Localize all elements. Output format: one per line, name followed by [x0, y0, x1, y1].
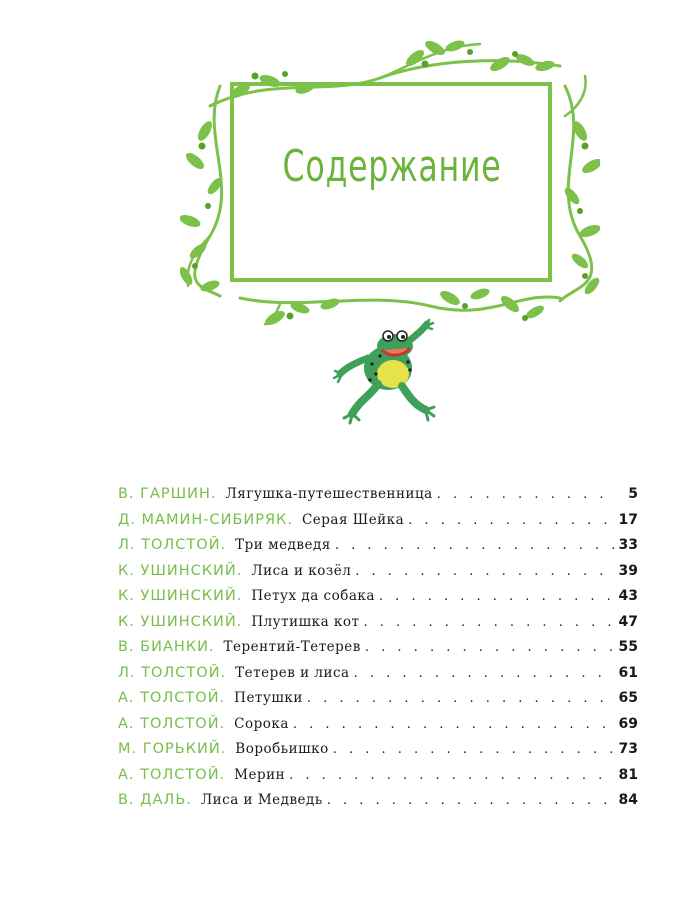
- toc-entry[interactable]: [118, 741, 638, 767]
- toc-leader-dots: [355, 564, 614, 579]
- toc-author: В. ДАЛЬ.: [118, 792, 192, 808]
- toc-leader-dots: [365, 640, 615, 655]
- toc-entry[interactable]: [118, 588, 638, 614]
- toc-author: К. УШИНСКИЙ.: [118, 588, 243, 604]
- toc-leader-dots: [333, 742, 615, 757]
- toc-author: В. ГАРШИН.: [118, 486, 217, 502]
- toc-entry[interactable]: [118, 563, 638, 589]
- toc-title: Лиса и козёл: [251, 562, 352, 579]
- toc-title: Петух да собака: [251, 588, 375, 604]
- toc-title: Лиса и Медведь: [200, 792, 323, 808]
- toc-page-number: 47: [618, 613, 638, 630]
- toc-page-number: 84: [618, 792, 638, 808]
- frog-icon: [330, 318, 450, 433]
- toc-leader-dots: [293, 717, 615, 732]
- toc-entry[interactable]: [118, 486, 638, 512]
- table-of-contents: [118, 486, 638, 818]
- toc-page-number: 39: [618, 562, 638, 579]
- toc-leader-dots: [408, 513, 614, 528]
- toc-page-number: 73: [618, 741, 638, 757]
- toc-author: А. ТОЛСТОЙ.: [118, 690, 226, 706]
- toc-author: А. ТОЛСТОЙ.: [118, 766, 226, 783]
- toc-leader-dots: [363, 615, 614, 630]
- toc-leader-dots: [289, 768, 614, 783]
- toc-author: Л. ТОЛСТОЙ.: [118, 664, 227, 681]
- toc-title: Мерин: [234, 766, 286, 783]
- toc-author: К. УШИНСКИЙ.: [118, 562, 243, 579]
- toc-page-number: 17: [618, 511, 638, 528]
- frog-illustration: [330, 318, 450, 433]
- toc-leader-dots: [354, 666, 615, 681]
- toc-page-number: 33: [618, 537, 638, 553]
- toc-entry[interactable]: [118, 665, 638, 691]
- toc-page-number: 43: [618, 588, 638, 604]
- toc-title: Три медведя: [235, 537, 331, 553]
- toc-author: Д. МАМИН-СИБИРЯК.: [118, 511, 293, 528]
- toc-leader-dots: [379, 589, 615, 604]
- toc-entry[interactable]: [118, 512, 638, 538]
- toc-title: Сорока: [234, 715, 289, 732]
- toc-author: В. БИАНКИ.: [118, 639, 215, 655]
- toc-title: Петушки: [234, 690, 303, 706]
- toc-author: К. УШИНСКИЙ.: [118, 613, 243, 630]
- toc-entry[interactable]: [118, 639, 638, 665]
- toc-leader-dots: [307, 691, 615, 706]
- toc-author: А. ТОЛСТОЙ.: [118, 715, 226, 732]
- toc-title: Тетерев и лиса: [235, 664, 350, 681]
- toc-page-number: 69: [618, 715, 638, 732]
- toc-leader-dots: [437, 487, 616, 502]
- toc-entry[interactable]: [118, 716, 638, 742]
- toc-entry[interactable]: [118, 690, 638, 716]
- toc-title: Терентий-Тетерев: [223, 639, 361, 655]
- toc-page-number: 5: [628, 486, 638, 502]
- toc-title: Воробьишко: [235, 741, 329, 757]
- page-title: Содержание: [282, 141, 502, 192]
- toc-leader-dots: [327, 793, 615, 808]
- toc-author: Л. ТОЛСТОЙ.: [118, 537, 227, 553]
- toc-leader-dots: [335, 538, 615, 553]
- toc-entry[interactable]: [118, 537, 638, 563]
- toc-title: Плутишка кот: [251, 613, 360, 630]
- title-frame: [180, 36, 600, 326]
- toc-page-number: 61: [618, 664, 638, 681]
- toc-entry[interactable]: [118, 614, 638, 640]
- toc-page-number: 81: [618, 766, 638, 783]
- toc-author: М. ГОРЬКИЙ.: [118, 741, 227, 757]
- toc-entry[interactable]: [118, 767, 638, 793]
- toc-title: Лягушка-путешественница: [225, 486, 433, 502]
- toc-page-number: 65: [618, 690, 638, 706]
- toc-page-number: 55: [618, 639, 638, 655]
- toc-entry[interactable]: [118, 792, 638, 818]
- toc-title: Серая Шейка: [301, 511, 405, 528]
